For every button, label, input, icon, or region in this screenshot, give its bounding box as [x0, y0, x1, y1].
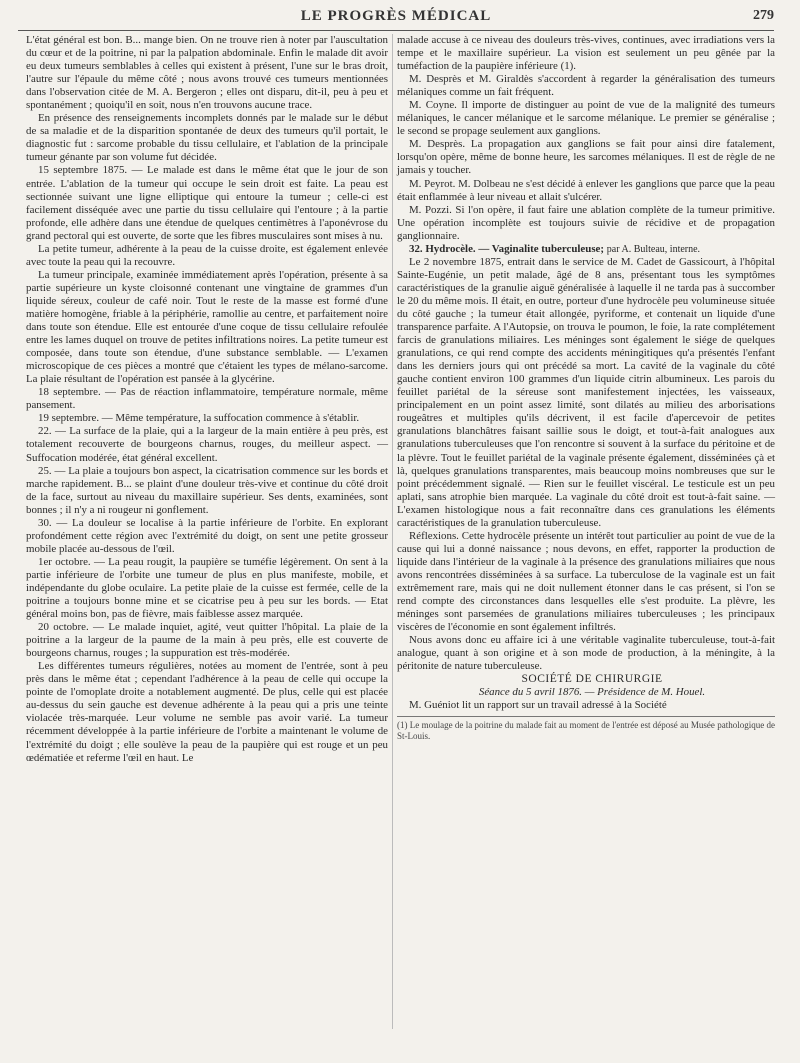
paragraph: La petite tumeur, adhérente à la peau de la cuisse droite, est également enlevée avec toute la peau qui la recouvre. — [26, 242, 388, 268]
paragraph: M. Coyne. Il importe de distinguer au point de vue de la malignité des tumeurs mélaniques, le cancer mélanique et le sarcome mélanique. Le premier se généralise ; le second se propage seulement aux ganglions. — [397, 99, 775, 138]
paragraph: 1er octobre. — La peau rougit, la paupière se tuméfie légèrement. On sent à la partie inférieure de l'orbite une tumeur de plus en plus manifeste, mobile, et indépendante du globe oculaire. La petite plaie de la cuisse est fermée, celle de la poitrine a toujours bonne mine et se cicatrise peu à peu sur les bords. — Etat général moins bon, pas de fièvre, mais faiblesse assez marquée. — [26, 555, 388, 621]
paragraph: M. Desprès et M. Giraldès s'accordent à regarder la généralisation des tumeurs mélaniques comme un fait fréquent. — [397, 73, 775, 99]
paragraph: malade accuse à ce niveau des douleurs très-vives, continues, avec irradiations vers la tempe et le maxillaire supérieur. La vision est seulement un peu gênée par la tuméfaction de la paupière inférieure (1). — [397, 34, 775, 73]
column-divider — [392, 34, 393, 1029]
paragraph: 22. — La surface de la plaie, qui a la largeur de la main entière à peu près, est totalement recouverte de bourgeons charnus, rouges, du meilleur aspect. — Suffocation modérée, état général excellent. — [26, 425, 388, 464]
paragraph: La tumeur principale, examinée immédiatement après l'opération, présente à sa partie supérieure un kyste cloisonné contenant une vingtaine de grammes d'un liquide séreux, couleur de café noir. Tout le reste de la masse est formé d'une matière homogène, friable à la périphérie, ramollie au centre, et parfaitement noire dans toute son étendue. Elle est entourée d'une coque de tissu cellulaire refoulée entre les lames duquel on trouve de petites infiltrations noires. La petite tumeur est composée, dans toute son étendue, d'une substance semblable. — L'examen microscopique de ces pièces a montré que c'étaient les types de mélano-sarcome. La plaie résultant de l'opération est pansée à la glycérine. — [26, 268, 388, 386]
paragraph: 20 octobre. — Le malade inquiet, agité, veut quitter l'hôpital. La plaie de la poitrine a la largeur de la paume de la main à peu près, elle est couverte de bourgeons charnus, rouges ; la suppuration est très-modérée. — [26, 621, 388, 660]
paragraph: Nous avons donc eu affaire ici à une véritable vaginalite tuberculeuse, tout-à-fait analogue, quant à son origine et à son mode de production, à la méningite, à la péritonite de nature tuberculeuse. — [397, 634, 775, 673]
paragraph: Les différentes tumeurs régulières, notées au moment de l'entrée, sont à peu près dans le même état ; cependant l'adhérence à la peau de celle qui occupe la pointe de l'omoplate droite a notablement augmenté. De plus, celle qui est placée au-dessus du sein gauche est devenue adhérente à la peau qui a pris une teinte violacée très-marquée. Leur volume ne semble pas avoir varié. La tumeur récemment développée à la partie inférieure de l'orbite a maintenant le volume de l'extrémité du doigt ; elle soulève la peau de la paupière qui est rouge et un peu œdématiée et referme l'œil en haut. Le — [26, 660, 388, 764]
journal-title: LE PROGRÈS MÉDICAL — [300, 8, 492, 24]
paragraph: 19 septembre. — Même température, la suffocation commence à s'établir. — [38, 412, 360, 425]
paragraph: 18 septembre. — Pas de réaction inflammatoire, température normale, même pansement. — [26, 386, 388, 412]
paragraph: Réflexions. Cette hydrocèle présente un intérêt tout particulier au point de vue de la cause qui lui a donné naissance ; nous devons, en effet, rapporter la production de liquide dans l'intérieur de la vaginale à la présence des granulations miliaires que nous avons rencontrées disséminées à sa surface. La tuberculose de la vaginale est un fait extrêmement rare, mais qui ne doit nullement étonner dans le cas présent, si l'on se rend compte des circonstances dans lesquelles elle s'est produite. La plèvre, les méninges sont parsemées de granulations miliaires tuberculeuses ; les principaux viscères de l'économie en sont également infiltrés. — [397, 529, 775, 634]
paragraph: M. Pozzi. Si l'on opère, il faut faire une ablation complète de la tumeur primitive. Une opération incomplète est toujours suivie de récidive et de propagation ganglionnaire. — [397, 203, 775, 242]
page-header — [18, 4, 774, 31]
paragraph: 25. — La plaie a toujours bon aspect, la cicatrisation commence sur les bords et marche rapidement. B... se plaint d'une douleur très-vive et continue du côté droit de la face, surtout au niveau du maxillaire supérieur. Ses dents, examinées, sont bonnes ; il n'y a ni rougeur ni gonflement. — [26, 464, 388, 516]
paragraph: 30. — La douleur se localise à la partie inférieure de l'orbite. En explorant profondément cette région avec l'extrémité du doigt, on sent une petite grosseur mobile placée au-dessous de l'œil. — [26, 516, 388, 555]
left-column — [26, 34, 388, 765]
footnote — [397, 716, 775, 742]
article-author: par A. Bulteau, interne. — [606, 243, 701, 255]
article-heading — [397, 243, 775, 256]
article-title: 32. Hydrocèle. — Vaginalite tuberculeuse; — [409, 242, 605, 255]
paragraph: M. Guéniot lit un rapport sur un travail adressé à la Société — [409, 699, 667, 712]
paragraph: L'état général est bon. B... mange bien. On ne trouve rien à noter par l'auscultation du cœur et de la poitrine, ni par la palpation abdominale. Enfin le malade dit avoir eu deux tumeurs semblables à celles qui existent à présent, l'une sur le bras droit, l'autre sur l'épaule du même côté ; nous avons trouvé ces tumeurs mentionnées dans l'observation citée de M. A. Bergeron ; elles ont disparu, dit-il, peu à peu et spontanément ; quoiqu'il en soit, nous n'en trouvons aucune trace. — [26, 34, 388, 112]
society-session: Séance du 5 avril 1876. — Présidence de M. Houel. — [478, 686, 706, 699]
paragraph: 15 septembre 1875. — Le malade est dans le même état que le jour de son entrée. L'ablation de la tumeur qui occupe le sein droit est faite. La peau est sectionnée suivant une ligne elliptique qui entoure la tumeur ; celle-ci est facilement disséquée avec une partie du tissu cellulaire qui l'entoure ; à la partie profonde, elle adhère dans une étendue de quelques centimètres à l'aponévrose du grand pectoral qui est ouverte, de sorte que les fibres musculaires sont mises à nu. — [26, 164, 388, 242]
paragraph: M. Peyrot. M. Dolbeau ne s'est décidé à enlever les ganglions que parce que la peau était enflammée à leur niveau et allait s'ulcérer. — [397, 177, 775, 203]
page-number: 279 — [753, 8, 774, 23]
paragraph: M. Desprès. La propagation aux ganglions se fait pour ainsi dire fatalement, lorsqu'on opère, même de bonne heure, les sarcomes mélaniques. Il est de règle de ne jamais y toucher. — [397, 138, 775, 177]
right-column — [397, 34, 775, 742]
footnote-text: (1) Le moulage de la poitrine du malade fait au moment de l'entrée est déposé au Musée pathologique de St-Louis. — [397, 720, 775, 742]
society-title: SOCIÉTÉ DE CHIRURGIE — [521, 673, 663, 686]
paragraph: En présence des renseignements incomplets donnés par le malade sur le début de sa maladie et de la disparition spontanée de deux des tumeurs qu'il portait, le diagnostic fut : sarcome probable du tissu cellulaire, et l'ablation de la principale tumeur génante par son volume fut décidée. — [26, 112, 388, 164]
paragraph: Le 2 novembre 1875, entrait dans le service de M. Cadet de Gassicourt, à l'hôpital Sainte-Eugénie, un petit malade, âgé de 8 ans, présentant tous les symptômes caractéristiques de la granulie aiguë généralisée à laquelle il ne tarda pas à succomber le 20 du même mois. Il était, en outre, porteur d'une hydrocèle peu volumineuse située du côté gauche ; la tumeur était allongée, pyriforme, et contenait un liquide d'une transparence parfaite. A l'Autopsie, on trouva le poumon, le foie, la rate complétement farcis de granulations miliaires. Les méninges sont également le siége de quelques granulations, ce qui rend compte des accidents méningitiques qu'a présentés l'enfant dans les derniers jours qui ont précédé sa mort. La cavité de la vaginale du côté gauche contient environ 100 grammes d'un liquide citrin albumineux. Les parois du feuillet pariétal de la séreuse sont manifestement injectées, les vaisseaux, principalement en un point assez limité, sont dilatés au milieu des arborisations rougeâtres et multiples qu'ils décrivent, il est facile d'apercevoir de petites granulations blanchâtres faisant saillie sous le doigt, et tout-à-fait analogues aux granulations tuberculeuses que l'on rencontre si souvent à la surface du péritoine et de la plèvre. Tout le feuillet pariétal de la vaginale présente également, disséminées çà et là, quelques granulations transparentes, mais beaucoup moins nombreuses que sur le point précédemment signalé. — Rien sur le feuillet viscéral. Le testicule est un peu aplati, sans atrophie bien marquée. La vaginale du côté droit est tout-à-fait saine. — L'examen histologique nous a fait reconnaître dans ces granulations les éléments caractéristiques de la granulation tuberculeuse. — [397, 255, 775, 529]
